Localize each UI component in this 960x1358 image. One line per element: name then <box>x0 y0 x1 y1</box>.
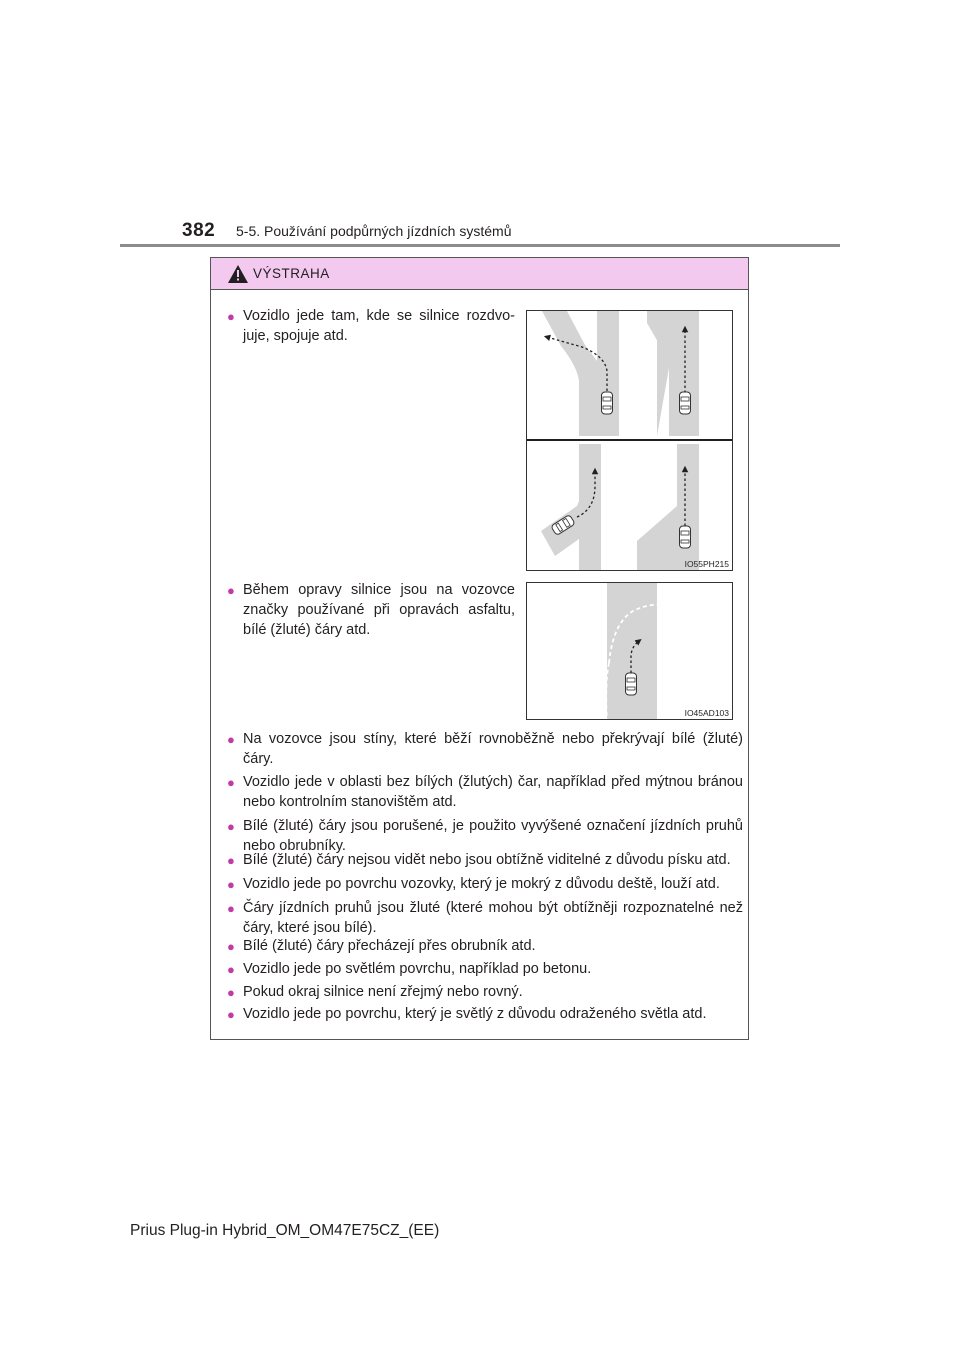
item-text: Bílé (žluté) čáry přecházejí přes obrubník atd. <box>243 938 536 954</box>
item-text: Bílé (žluté) čáry jsou porušené, je použito vyvýšené označení jízdních pruhů nebo obrubníky. <box>243 818 743 854</box>
bullet-icon: ● <box>227 962 235 977</box>
warning-item <box>227 874 743 894</box>
bullet-icon: ● <box>227 853 235 868</box>
bullet-icon: ● <box>227 775 235 790</box>
figure-code: IO45AD103 <box>684 708 729 718</box>
road-fork-merge-diagram <box>527 311 732 570</box>
bullet-icon: ● <box>227 1007 235 1022</box>
warning-box <box>210 257 749 1040</box>
warning-item-fork <box>227 306 515 346</box>
item-text: Vozidlo jede po povrchu vozovky, který je mokrý z důvodu deště, louží atd. <box>243 876 720 892</box>
header-rule <box>120 244 840 247</box>
warning-item <box>227 729 743 769</box>
warning-item <box>227 898 743 938</box>
bullet-icon: ● <box>227 732 235 747</box>
figure-code: IO55PH215 <box>684 559 729 569</box>
road-repair-lines-diagram <box>527 583 732 719</box>
item-text: Na vozovce jsou stíny, které běží rovnoběžně nebo překrývají bílé (žluté) čáry. <box>243 731 743 767</box>
item-text: Bílé (žluté) čáry nejsou vidět nebo jsou obtížně viditelné z důvodu písku atd. <box>243 852 731 868</box>
bullet-icon: ● <box>227 877 235 892</box>
bullet-icon: ● <box>227 819 235 834</box>
bullet-icon: ● <box>227 583 235 598</box>
bullet-icon: ● <box>227 309 235 324</box>
warning-item <box>227 850 743 870</box>
warning-item <box>227 982 743 1002</box>
item-text: Vozidlo jede po světlém povrchu, například po betonu. <box>243 961 592 977</box>
warning-item <box>227 772 743 812</box>
item-text: Vozidlo jede po povrchu, který je světlý z důvodu odraženého světla atd. <box>243 1006 707 1022</box>
warning-item-road-repair <box>227 580 515 640</box>
figure-road-repair <box>526 582 733 720</box>
bullet-icon: ● <box>227 939 235 954</box>
item-text: Pokud okraj silnice není zřejmý nebo rovný. <box>243 984 523 1000</box>
page-number: 382 <box>182 220 216 241</box>
footer-document-id: Prius Plug-in Hybrid_OM_OM47E75CZ_(EE) <box>130 1222 440 1239</box>
bullet-icon: ● <box>227 985 235 1000</box>
warning-item <box>227 959 743 979</box>
item-text: Během opravy silnice jsou na vozovce značky používané při opravách asfaltu, bílé (žluté) čáry atd. <box>243 582 515 638</box>
item-text: Čáry jízdních pruhů jsou žluté (které mohou být obtížněji rozpoznatelné než čáry, které jsou bílé). <box>243 900 743 936</box>
item-text: Vozidlo jede v oblasti bez bílých (žlutých) čar, například před mýtnou bránou nebo kontrolním stanovištěm atd. <box>243 774 743 810</box>
warning-triangle-icon <box>228 265 248 283</box>
item-text: Vozidlo jede tam, kde se silnice rozdvo-juje, spojuje atd. <box>243 308 515 344</box>
bullet-icon: ● <box>227 901 235 916</box>
figure-road-fork <box>526 310 733 571</box>
warning-header <box>211 258 748 290</box>
warning-item <box>227 936 743 956</box>
warning-title: VÝSTRAHA <box>253 266 330 281</box>
section-title: 5-5. Používání podpůrných jízdních systémů <box>236 223 512 239</box>
warning-item <box>227 1004 743 1024</box>
